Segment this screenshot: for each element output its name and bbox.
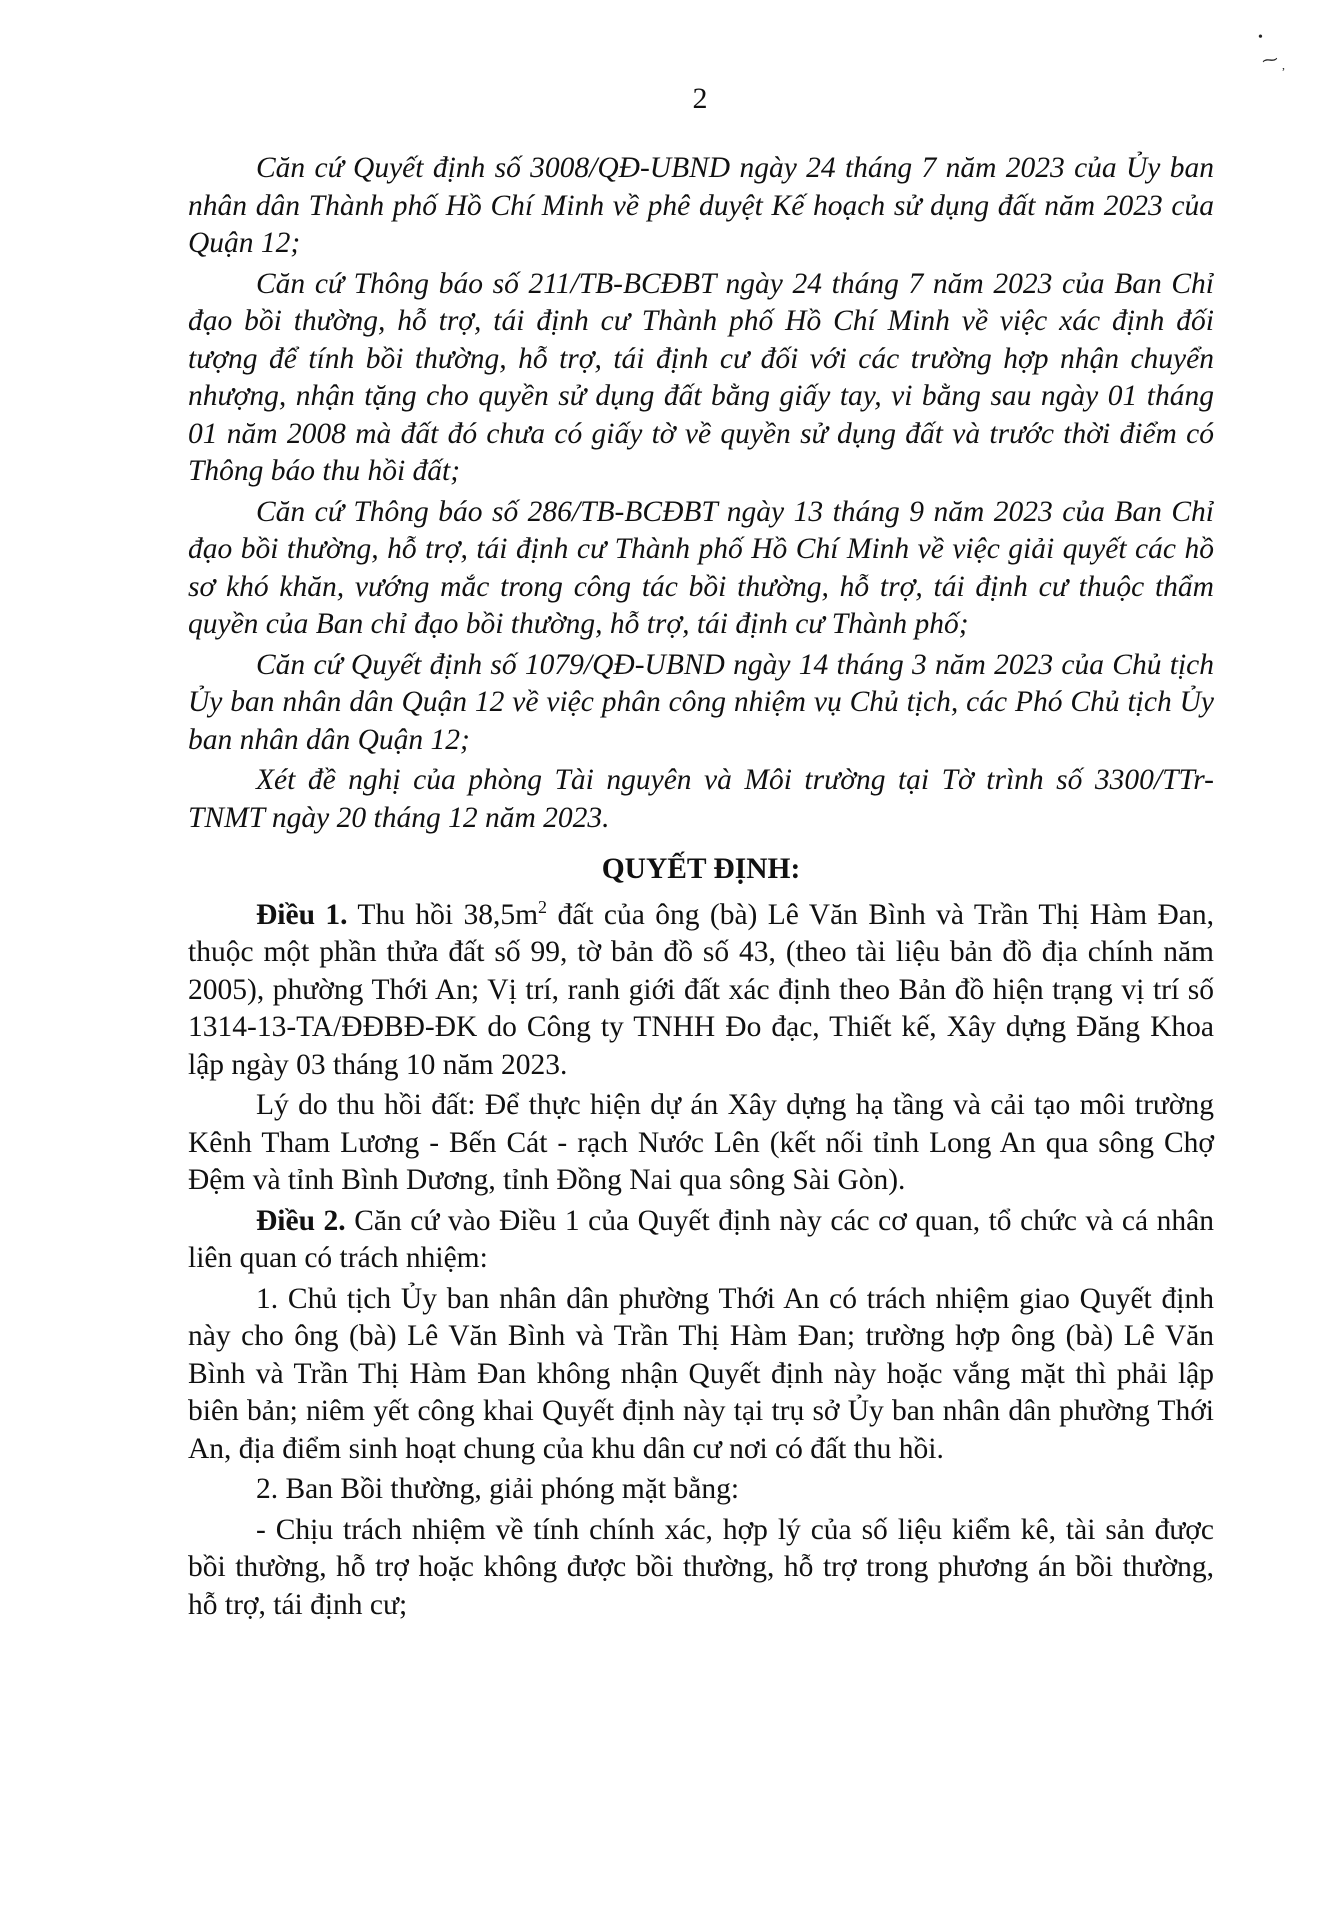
scan-mark: , (1282, 58, 1285, 72)
scan-mark: • (1258, 30, 1263, 45)
article-2-item-1: 1. Chủ tịch Ủy ban nhân dân phường Thới An có trách nhiệm giao Quyết định này cho ông (bà) Lê Văn Bình và Trần Thị Hàm Đan; trường hợp ông (bà) Lê Văn Bình và Trần Thị Hàm Đan không nhận Quyết định này hoặc vắng mặt thì phải lập biên bản; niêm yết công khai Quyết định này tại trụ sở Ủy ban nhân dân phường Thới An, địa điểm sinh hoạt chung của khu dân cư nơi có đất thu hồi. (188, 1282, 1214, 1465)
legal-basis-paragraph: Căn cứ Quyết định số 3008/QĐ-UBND ngày 24 tháng 7 năm 2023 của Ủy ban nhân dân Thành phố Hồ Chí Minh về phê duyệt Kế hoạch sử dụng đất năm 2023 của Quận 12; (188, 152, 1214, 259)
scan-mark: ⁓ (1260, 50, 1280, 71)
article-2 (188, 1203, 1214, 1278)
article-1-reason: Lý do thu hồi đất: Để thực hiện dự án Xây dựng hạ tầng và cải tạo môi trường Kênh Tham Lương - Bến Cát - rạch Nước Lên (kết nối tỉnh Long An qua sông Chợ Đệm và tỉnh Bình Dương, tỉnh Đồng Nai qua sông Sài Gòn). (188, 1089, 1214, 1196)
document-body (188, 150, 1214, 1627)
article-2-label: Điều 2. (256, 1204, 346, 1237)
superscript: 2 (538, 896, 548, 917)
legal-basis-paragraph: Căn cứ Quyết định số 1079/QĐ-UBND ngày 14 tháng 3 năm 2023 của Chủ tịch Ủy ban nhân dân Quận 12 về việc phân công nhiệm vụ Chủ tịch, các Phó Chủ tịch Ủy ban nhân dân Quận 12; (188, 648, 1214, 756)
article-1-text-b: đất của ông (bà) Lê Văn Bình và Trần Thị Hàm Đan, thuộc một phần thửa đất số 99, tờ bản đồ số 43, (theo tài liệu bản đồ địa chính năm 2005), phường Thới An; Vị trí, ranh giới đất xác định theo Bản đồ hiện trạng vị trí số 1314-13-TA/ĐĐBĐ-ĐK do Công ty TNHH Đo đạc, Thiết kế, Xây dựng Đăng Khoa lập ngày 03 tháng 10 năm 2023. (188, 898, 1215, 1081)
legal-basis-paragraph: Căn cứ Thông báo số 211/TB-BCĐBT ngày 24 tháng 7 năm 2023 của Ban Chỉ đạo bồi thường, hỗ trợ, tái định cư Thành phố Hồ Chí Minh về việc xác định đối tượng để tính bồi thường, hỗ trợ, tái định cư đối với các trường hợp nhận chuyển nhượng, nhận tặng cho quyền sử dụng đất bằng giấy tay, vi bằng sau ngày 01 tháng 01 năm 2008 mà đất đó chưa có giấy tờ về quyền sử dụng đất và trước thời điểm có Thông báo thu hồi đất; (188, 267, 1214, 487)
article-1-text-a: Thu hồi 38,5m (347, 898, 539, 931)
article-2-item-2: 2. Ban Bồi thường, giải phóng mặt bằng: (256, 1473, 740, 1505)
decision-heading: QUYẾT ĐỊNH: (601, 853, 801, 885)
page-number: 2 (692, 82, 708, 115)
article-1-label: Điều 1. (256, 898, 348, 931)
proposal-paragraph: Xét đề nghị của phòng Tài nguyên và Môi trường tại Tờ trình số 3300/TTr-TNMT ngày 20 tháng 12 năm 2023. (188, 764, 1214, 834)
article-2-item-2-bullet: - Chịu trách nhiệm về tính chính xác, hợp lý của số liệu kiểm kê, tài sản được bồi thường, hỗ trợ hoặc không được bồi thường, hỗ trợ trong phương án bồi thường, hỗ trợ, tái định cư; (188, 1513, 1214, 1621)
article-1 (188, 897, 1214, 1085)
legal-basis-paragraph: Căn cứ Thông báo số 286/TB-BCĐBT ngày 13 tháng 9 năm 2023 của Ban Chỉ đạo bồi thường, hỗ trợ, tái định cư Thành phố Hồ Chí Minh về việc giải quyết các hồ sơ khó khăn, vướng mắc trong công tác bồi thường, hỗ trợ, tái định cư thuộc thẩm quyền của Ban chỉ đạo bồi thường, hỗ trợ, tái định cư Thành phố; (188, 495, 1214, 640)
article-2-text: Căn cứ vào Điều 1 của Quyết định này các cơ quan, tổ chức và cá nhân liên quan có trách nhiệm: (188, 1204, 1214, 1274)
